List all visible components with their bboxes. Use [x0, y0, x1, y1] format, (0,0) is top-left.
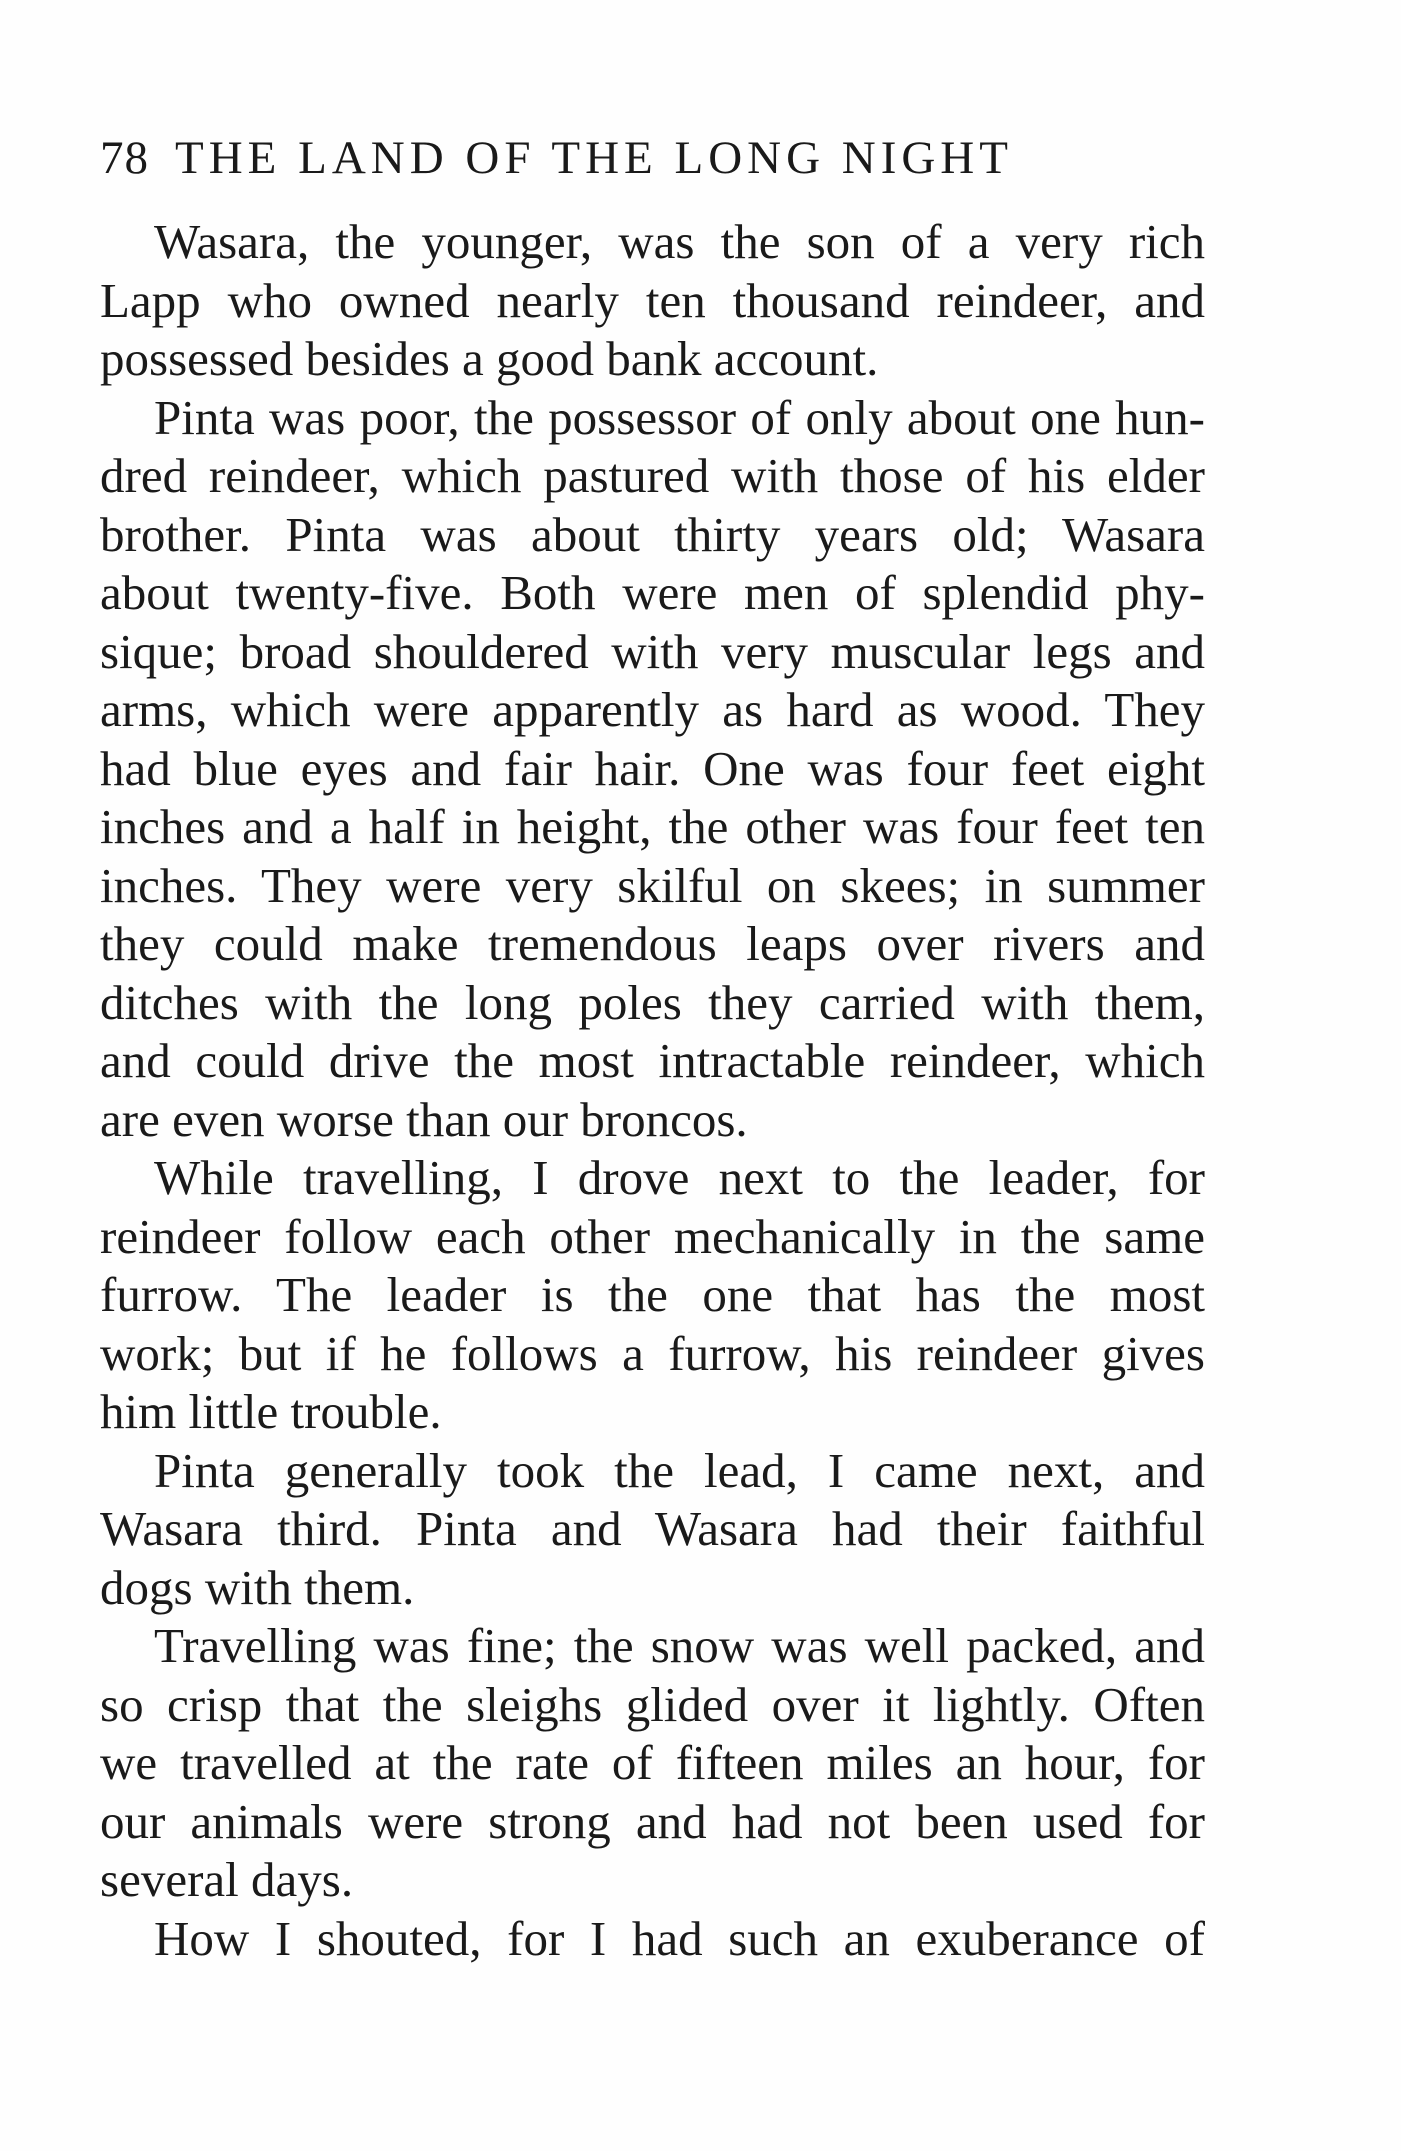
text-line: we travelled at the rate of fifteen miles an hour, for [100, 1735, 1205, 1790]
paragraph [100, 1617, 1205, 1910]
text-line: and could drive the most intractable reindeer, which [100, 1033, 1205, 1088]
text-line: Pinta was poor, the possessor of only about one hun- [154, 389, 1205, 445]
text-line: ditches with the long poles they carried with them, [100, 974, 1205, 1030]
paragraph [100, 1442, 1205, 1618]
text-line: reindeer follow each other mechanically in the same [100, 1208, 1205, 1264]
text-line: How I shouted, for I had such an exuberance of [154, 1910, 1205, 1966]
text-line: furrow. The leader is the one that has the most [100, 1267, 1205, 1322]
text-line: him little trouble. [100, 1384, 442, 1439]
text-line: inches and a half in height, the other was four feet ten [100, 799, 1205, 854]
paragraph [100, 1149, 1205, 1442]
running-title: THE LAND OF THE LONG NIGHT [175, 132, 1013, 184]
text-line: While travelling, I drove next to the leader, for [154, 1150, 1205, 1205]
paragraph [100, 389, 1205, 1150]
text-line: possessed besides a good bank account. [100, 331, 879, 386]
text-line: Wasara, the younger, was the son of a very rich [154, 214, 1205, 269]
text-line: about twenty-five. Both were men of splendid phy- [100, 565, 1205, 620]
paragraph [100, 213, 1205, 389]
text-line: work; but if he follows a furrow, his reindeer gives [100, 1325, 1205, 1381]
text-line: brother. Pinta was about thirty years old; Wasara [100, 506, 1205, 562]
paragraph [100, 1910, 1205, 1969]
text-line: dogs with them. [100, 1559, 415, 1615]
text-line: Travelling was fine; the snow was well packed, and [154, 1618, 1205, 1673]
text-line: Lapp who owned nearly ten thousand reindeer, and [100, 272, 1205, 328]
text-line: several days. [100, 1852, 354, 1907]
text-line: Wasara third. Pinta and Wasara had their faithful [100, 1501, 1205, 1556]
text-line: arms, which were apparently as hard as wood. They [100, 682, 1205, 737]
text-line: they could make tremendous leaps over rivers and [100, 916, 1205, 971]
text-line: sique; broad shouldered with very muscular legs and [100, 623, 1205, 679]
text-line: are even worse than our broncos. [100, 1091, 748, 1147]
text-line: had blue eyes and fair hair. One was four feet eight [100, 740, 1205, 796]
page-number: 78 [100, 132, 149, 184]
running-head [100, 128, 1205, 188]
text-line: inches. They were very skilful on skees; in summer [100, 857, 1205, 913]
text-line: dred reindeer, which pastured with those of his elder [100, 448, 1205, 503]
text-line: so crisp that the sleighs glided over it lightly. Often [100, 1676, 1205, 1732]
text-line: our animals were strong and had not been used for [100, 1793, 1205, 1849]
text-line: Pinta generally took the lead, I came next, and [154, 1442, 1205, 1498]
body-text [100, 213, 1205, 1968]
